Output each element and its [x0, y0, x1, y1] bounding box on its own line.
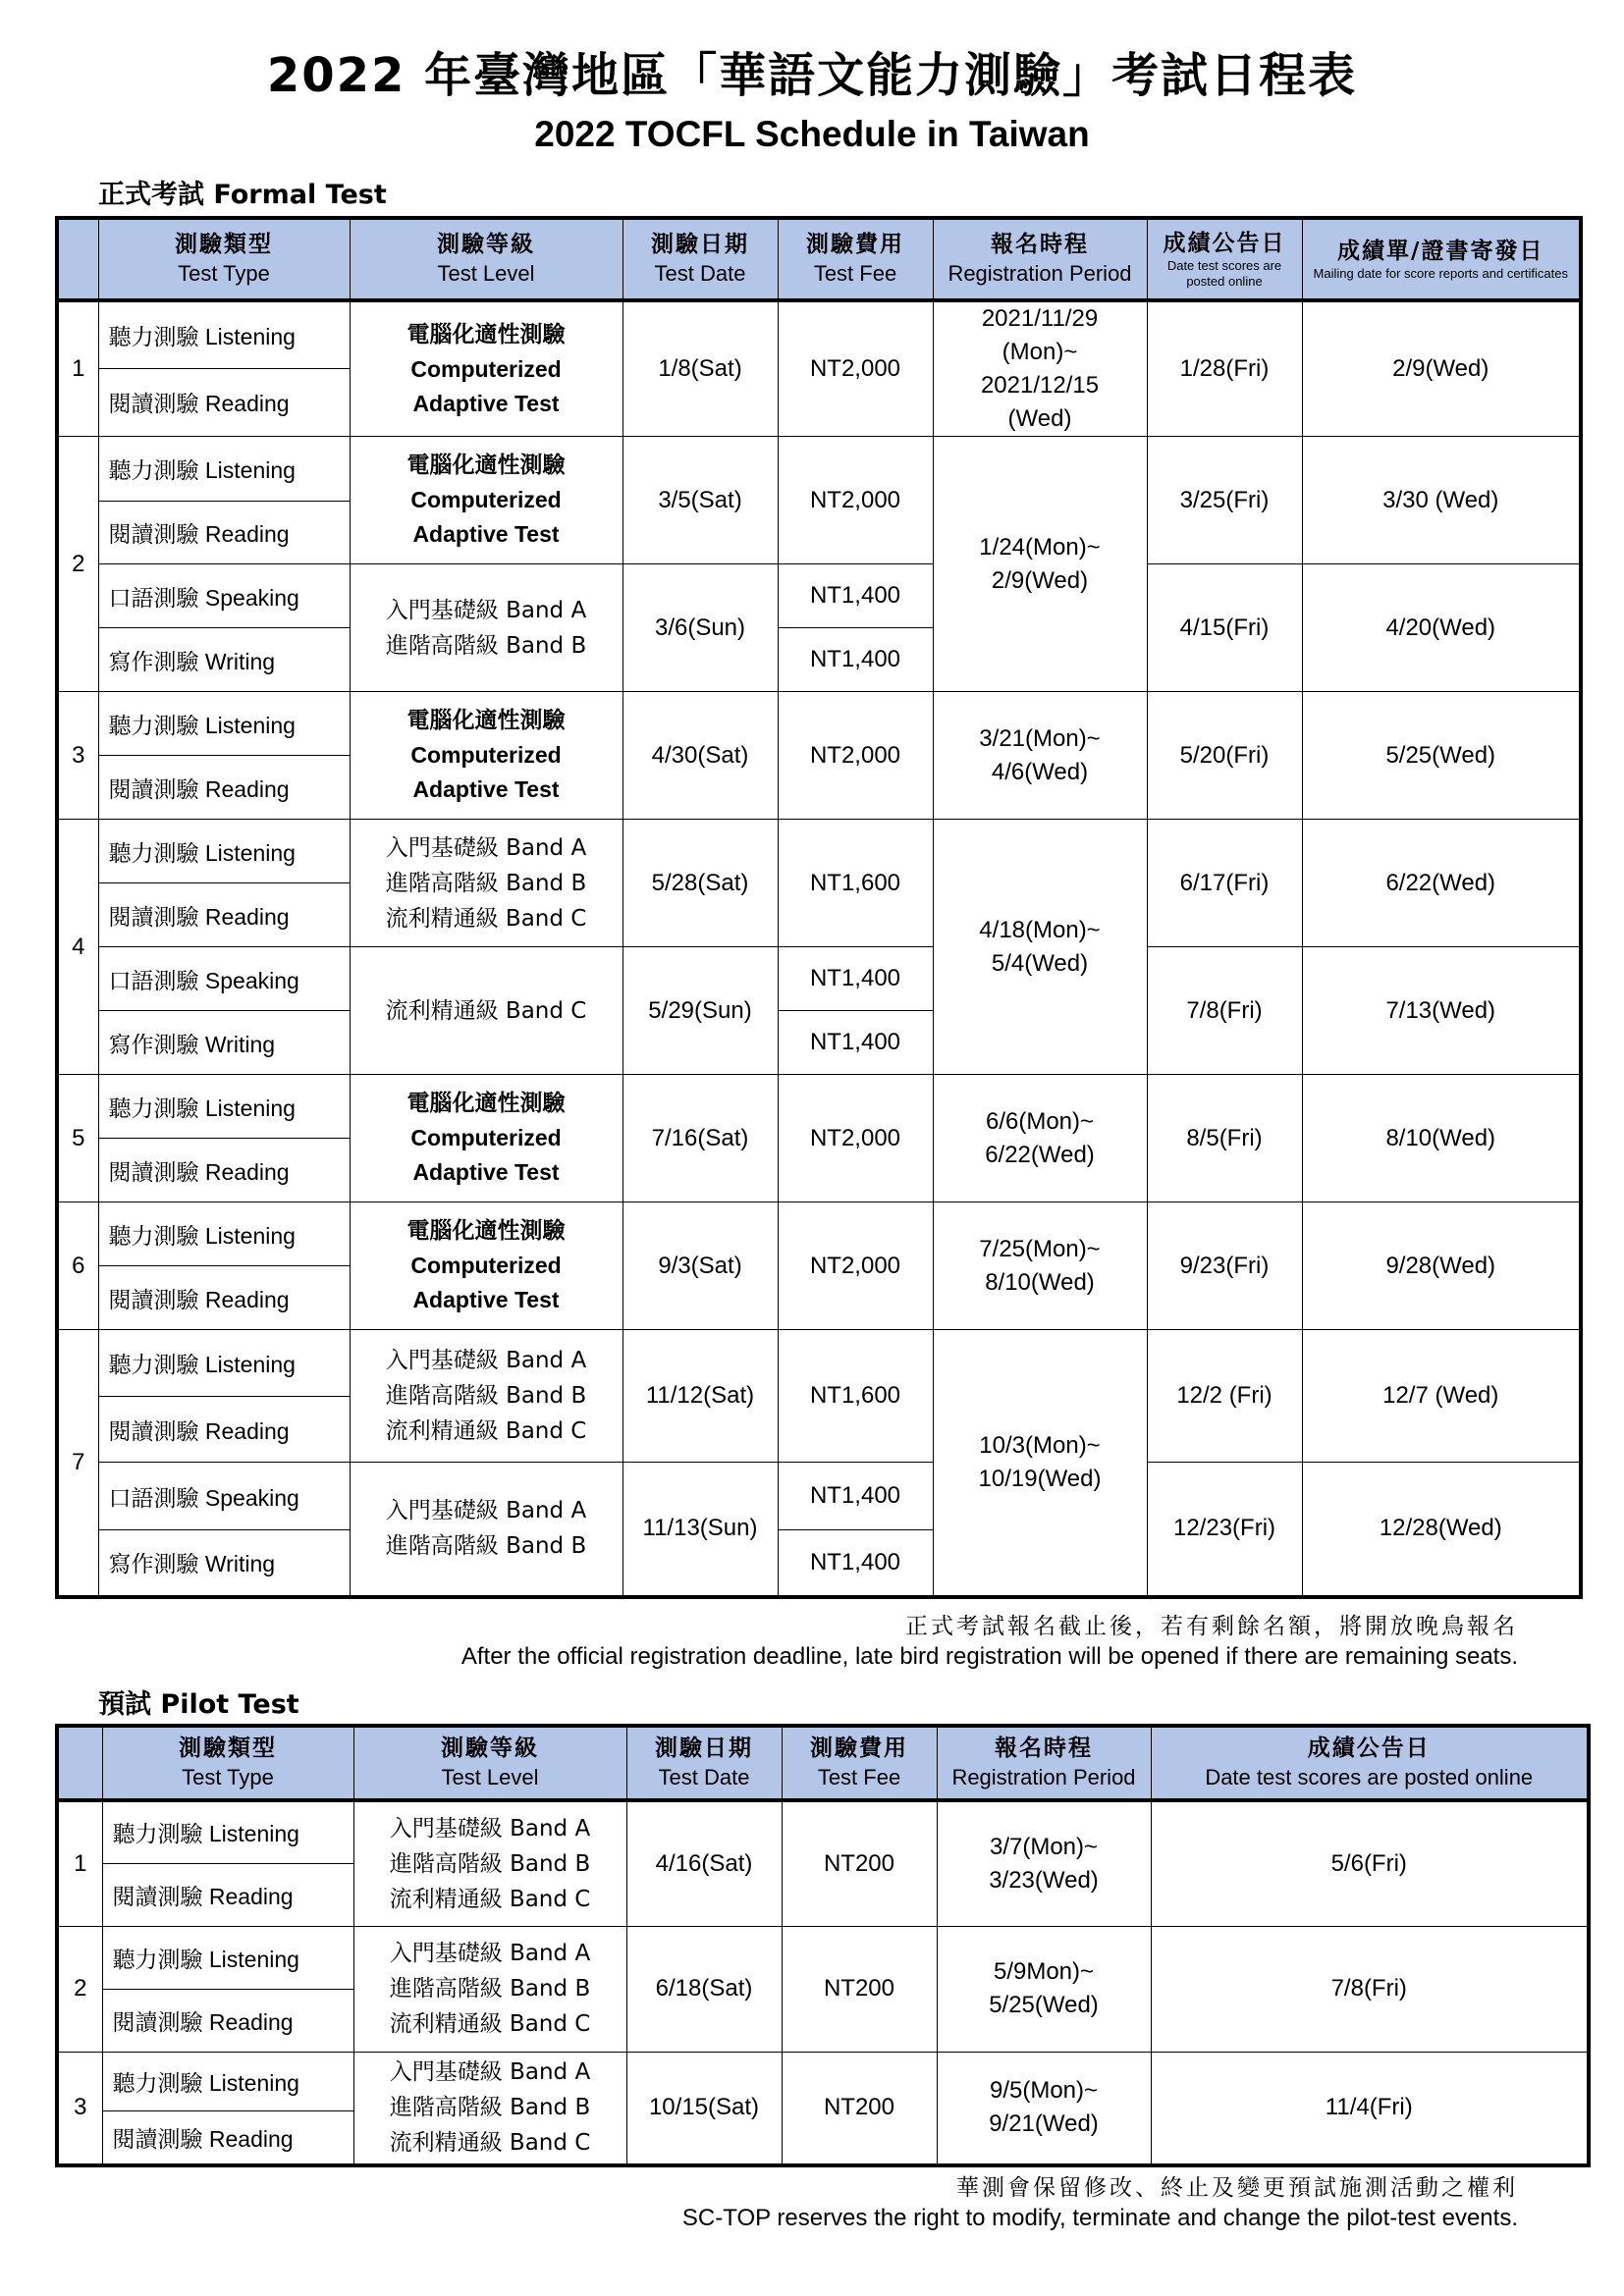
table-row — [57, 1926, 1589, 1989]
test-type-listening: 聽力測驗 Listening — [102, 2052, 353, 2110]
test-type-reading: 閱讀測驗 Reading — [98, 1397, 350, 1463]
score-date: 7/8(Fri) — [1147, 947, 1302, 1075]
table-row — [57, 820, 1581, 883]
test-fee: NT200 — [782, 1926, 937, 2052]
table-row — [57, 1800, 1589, 1863]
table-row — [57, 947, 1581, 1011]
score-date: 4/15(Fri) — [1147, 564, 1302, 692]
test-fee: NT1,600 — [778, 820, 933, 947]
test-date: 11/13(Sun) — [623, 1463, 778, 1597]
test-fee: NT1,400 — [778, 1530, 933, 1597]
test-fee: NT1,400 — [778, 564, 933, 628]
test-fee: NT1,400 — [778, 1463, 933, 1530]
test-fee: NT2,000 — [778, 1202, 933, 1330]
header-registration: 報名時程 Registration Period — [937, 1726, 1151, 1800]
header-test-fee: 測驗費用 Test Fee — [778, 218, 933, 300]
test-level: 入門基礎級 Band A 進階高階級 Band B 流利精通級 Band C — [353, 2052, 626, 2165]
header-no — [57, 1726, 102, 1800]
table-row — [57, 2052, 1589, 2110]
formal-header-row — [57, 218, 1581, 300]
formal-test-table — [55, 216, 1583, 1599]
test-level: 電腦化適性測驗 Computerized Adaptive Test — [350, 300, 623, 437]
registration-period: 9/5(Mon)~ 9/21(Wed) — [937, 2052, 1151, 2165]
test-type-speaking: 口語測驗 Speaking — [98, 564, 350, 628]
test-date: 4/30(Sat) — [623, 692, 778, 820]
registration-period: 1/24(Mon)~ 2/9(Wed) — [933, 437, 1147, 692]
registration-period: 5/9Mon)~ 5/25(Wed) — [937, 1926, 1151, 2052]
test-date: 10/15(Sat) — [626, 2052, 782, 2165]
test-level: 電腦化適性測驗 Computerized Adaptive Test — [350, 692, 623, 820]
test-type-writing: 寫作測驗 Writing — [98, 1530, 350, 1597]
test-fee: NT2,000 — [778, 1075, 933, 1202]
mailing-date: 12/28(Wed) — [1302, 1463, 1581, 1597]
test-type-reading: 閱讀測驗 Reading — [102, 1989, 353, 2052]
mailing-date: 5/25(Wed) — [1302, 692, 1581, 820]
session-number: 7 — [57, 1330, 98, 1597]
test-fee: NT1,400 — [778, 1011, 933, 1075]
test-date: 7/16(Sat) — [623, 1075, 778, 1202]
header-score-date: 成績公告日 Date test scores are posted online — [1147, 218, 1302, 300]
test-fee: NT1,400 — [778, 947, 933, 1011]
test-type-reading: 閱讀測驗 Reading — [102, 2110, 353, 2165]
score-date: 1/28(Fri) — [1147, 300, 1302, 437]
test-type-writing: 寫作測驗 Writing — [98, 1011, 350, 1075]
test-fee: NT200 — [782, 1800, 937, 1926]
mailing-date: 3/30 (Wed) — [1302, 437, 1581, 564]
score-date: 7/8(Fri) — [1151, 1926, 1589, 2052]
mailing-date: 4/20(Wed) — [1302, 564, 1581, 692]
session-number: 4 — [57, 820, 98, 1075]
pilot-note-zh: 華測會保留修改、終止及變更預試施測活動之權利 — [956, 2175, 1518, 2201]
header-test-type: 測驗類型 Test Type — [98, 218, 350, 300]
session-number: 5 — [57, 1075, 98, 1202]
header-test-level: 測驗等級 Test Level — [350, 218, 623, 300]
test-date: 3/5(Sat) — [623, 437, 778, 564]
test-level: 入門基礎級 Band A 進階高階級 Band B 流利精通級 Band C — [353, 1926, 626, 2052]
test-level: 電腦化適性測驗 Computerized Adaptive Test — [350, 1202, 623, 1330]
header-registration: 報名時程 Registration Period — [933, 218, 1147, 300]
test-type-reading: 閱讀測驗 Reading — [98, 883, 350, 947]
test-fee: NT200 — [782, 2052, 937, 2165]
pilot-test-table — [55, 1724, 1591, 2167]
formal-note-en: After the official registration deadline, late bird registration will be opened if there are remaining seats. — [460, 1643, 1518, 1670]
header-no — [57, 218, 98, 300]
table-row — [57, 437, 1581, 502]
test-type-reading: 閱讀測驗 Reading — [98, 1266, 350, 1330]
test-level: 入門基礎級 Band A 進階高階級 Band B 流利精通級 Band C — [350, 1330, 623, 1463]
test-date: 11/12(Sat) — [623, 1330, 778, 1463]
test-type-reading: 閱讀測驗 Reading — [98, 756, 350, 820]
test-date: 5/28(Sat) — [623, 820, 778, 947]
score-date: 12/23(Fri) — [1147, 1463, 1302, 1597]
test-type-listening: 聽力測驗 Listening — [98, 1075, 350, 1139]
session-number: 3 — [57, 692, 98, 820]
header-test-type: 測驗類型 Test Type — [102, 1726, 353, 1800]
test-type-reading: 閱讀測驗 Reading — [98, 368, 350, 436]
score-date: 12/2 (Fri) — [1147, 1330, 1302, 1463]
test-fee: NT2,000 — [778, 437, 933, 564]
header-test-date: 測驗日期 Test Date — [623, 218, 778, 300]
test-level: 入門基礎級 Band A 進階高階級 Band B — [350, 1463, 623, 1597]
header-test-level: 測驗等級 Test Level — [353, 1726, 626, 1800]
test-date: 5/29(Sun) — [623, 947, 778, 1075]
score-date: 6/17(Fri) — [1147, 820, 1302, 947]
test-level: 電腦化適性測驗 Computerized Adaptive Test — [350, 437, 623, 564]
test-date: 4/16(Sat) — [626, 1800, 782, 1926]
table-row — [57, 692, 1581, 756]
registration-period: 4/18(Mon)~ 5/4(Wed) — [933, 820, 1147, 1075]
header-test-fee: 測驗費用 Test Fee — [782, 1726, 937, 1800]
pilot-note-en: SC-TOP reserves the right to modify, terminate and change the pilot-test events. — [681, 2205, 1518, 2231]
test-type-listening: 聽力測驗 Listening — [102, 1926, 353, 1989]
test-fee: NT2,000 — [778, 300, 933, 437]
test-type-writing: 寫作測驗 Writing — [98, 628, 350, 692]
header-score-date: 成績公告日 Date test scores are posted online — [1151, 1726, 1589, 1800]
mailing-date: 7/13(Wed) — [1302, 947, 1581, 1075]
mailing-date: 12/7 (Wed) — [1302, 1330, 1581, 1463]
registration-period: 3/21(Mon)~ 4/6(Wed) — [933, 692, 1147, 820]
mailing-date: 9/28(Wed) — [1302, 1202, 1581, 1330]
page-title: 2022 年臺灣地區「華語文能力測驗」考試日程表 — [266, 48, 1358, 103]
registration-period: 2021/11/29 (Mon)~ 2021/12/15 (Wed) — [933, 300, 1147, 437]
test-level: 入門基礎級 Band A 進階高階級 Band B — [350, 564, 623, 692]
test-type-listening: 聽力測驗 Listening — [98, 1330, 350, 1397]
test-date: 1/8(Sat) — [623, 300, 778, 437]
registration-period: 3/7(Mon)~ 3/23(Wed) — [937, 1800, 1151, 1926]
test-date: 9/3(Sat) — [623, 1202, 778, 1330]
session-number: 3 — [57, 2052, 102, 2165]
test-fee: NT1,400 — [778, 628, 933, 692]
table-row — [57, 564, 1581, 628]
score-date: 11/4(Fri) — [1151, 2052, 1589, 2165]
table-row — [57, 300, 1581, 368]
table-row — [57, 1075, 1581, 1139]
table-row — [57, 1463, 1581, 1530]
test-level: 入門基礎級 Band A 進階高階級 Band B 流利精通級 Band C — [350, 820, 623, 947]
test-type-listening: 聽力測驗 Listening — [98, 300, 350, 368]
table-row — [57, 1330, 1581, 1397]
score-date: 8/5(Fri) — [1147, 1075, 1302, 1202]
test-level: 流利精通級 Band C — [350, 947, 623, 1075]
table-row — [57, 1202, 1581, 1266]
session-number: 6 — [57, 1202, 98, 1330]
test-type-listening: 聽力測驗 Listening — [98, 1202, 350, 1266]
test-level: 電腦化適性測驗 Computerized Adaptive Test — [350, 1075, 623, 1202]
test-date: 6/18(Sat) — [626, 1926, 782, 2052]
page-subtitle: 2022 TOCFL Schedule in Taiwan — [534, 114, 1090, 154]
test-type-listening: 聽力測驗 Listening — [98, 692, 350, 756]
session-number: 1 — [57, 300, 98, 437]
test-date: 3/6(Sun) — [623, 564, 778, 692]
test-type-listening: 聽力測驗 Listening — [98, 437, 350, 502]
test-type-speaking: 口語測驗 Speaking — [98, 1463, 350, 1530]
test-level: 入門基礎級 Band A 進階高階級 Band B 流利精通級 Band C — [353, 1800, 626, 1926]
test-fee: NT1,600 — [778, 1330, 933, 1463]
test-type-reading: 閱讀測驗 Reading — [98, 502, 350, 564]
session-number: 1 — [57, 1800, 102, 1926]
registration-period: 7/25(Mon)~ 8/10(Wed) — [933, 1202, 1147, 1330]
formal-note-zh: 正式考試報名截止後，若有剩餘名額，將開放晚鳥報名 — [905, 1614, 1518, 1639]
test-type-reading: 閱讀測驗 Reading — [102, 1863, 353, 1926]
test-fee: NT2,000 — [778, 692, 933, 820]
test-type-listening: 聽力測驗 Listening — [102, 1800, 353, 1863]
pilot-header-row — [57, 1726, 1589, 1800]
session-number: 2 — [57, 437, 98, 692]
test-type-reading: 閱讀測驗 Reading — [98, 1139, 350, 1202]
registration-period: 6/6(Mon)~ 6/22(Wed) — [933, 1075, 1147, 1202]
score-date: 5/6(Fri) — [1151, 1800, 1589, 1926]
formal-test-heading: 正式考試 Formal Test — [98, 180, 387, 210]
mailing-date: 8/10(Wed) — [1302, 1075, 1581, 1202]
score-date: 5/20(Fri) — [1147, 692, 1302, 820]
test-type-speaking: 口語測驗 Speaking — [98, 947, 350, 1011]
session-number: 2 — [57, 1926, 102, 2052]
registration-period: 10/3(Mon)~ 10/19(Wed) — [933, 1330, 1147, 1597]
mailing-date: 2/9(Wed) — [1302, 300, 1581, 437]
mailing-date: 6/22(Wed) — [1302, 820, 1581, 947]
score-date: 9/23(Fri) — [1147, 1202, 1302, 1330]
header-test-date: 測驗日期 Test Date — [626, 1726, 782, 1800]
test-type-listening: 聽力測驗 Listening — [98, 820, 350, 883]
score-date: 3/25(Fri) — [1147, 437, 1302, 564]
header-mailing-date: 成績單/證書寄發日 Mailing date for score reports and certificates — [1302, 218, 1581, 300]
pilot-test-heading: 預試 Pilot Test — [98, 1689, 299, 1720]
